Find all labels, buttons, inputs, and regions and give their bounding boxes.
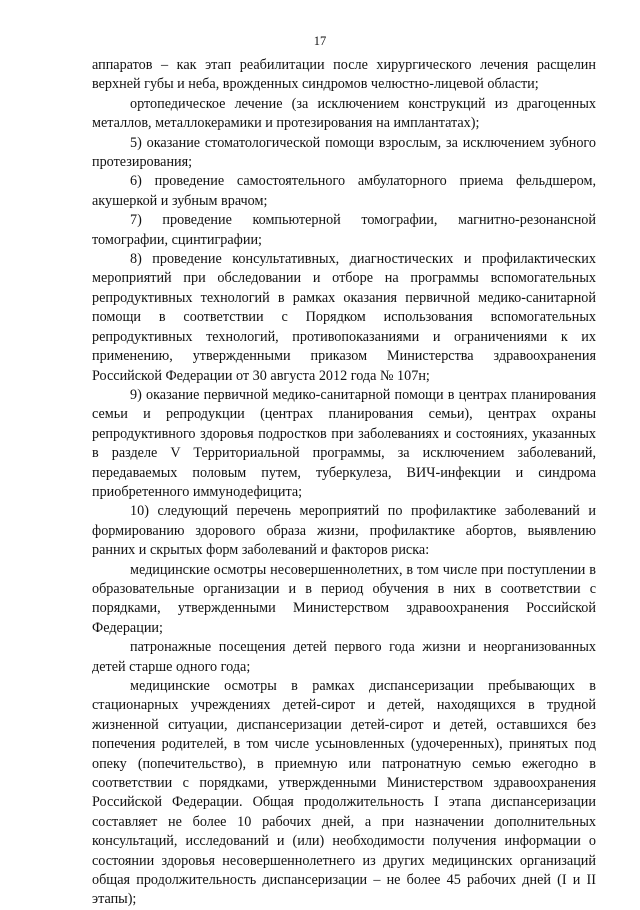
document-body [92, 56, 596, 910]
paragraph-dispensarization: медицинские осмотры в рамках диспансеризации пребывающих в стационарных учреждениях детей-сирот и детей, находящихся в трудной жизненной ситуации, диспансеризации детей-сирот и детей, оставшихся без попечения родителей, в том числе усыновленных (удочеренных), принятых под опеку (попечительство), в приемную или патронатную семью ежегодно в соответствии с порядками, утвержденными Министерством здравоохранения Российской Федерации. Общая продолжительность I этапа диспансеризации составляет не более 10 рабочих дней, а при назначении дополнительных консультаций, исследований и (или) необходимости получения информации о состоянии здоровья несовершеннолетнего из других медицинских организаций общая продолжительность диспансеризации – не более 45 рабочих дней (I и II этапы); [92, 678, 596, 908]
paragraph-continuation: аппаратов – как этап реабилитации после хирургического лечения расщелин верхней губы и неба, врожденных синдромов челюстно-лицевой области; [92, 57, 596, 93]
paragraph-item-10: 10) следующий перечень мероприятий по профилактике заболеваний и формированию здорового образа жизни, профилактике абортов, выявлению ранних и скрытых форм заболеваний и факторов риска: [92, 503, 596, 559]
paragraph-item-7: 7) проведение компьютерной томографии, магнитно-резонансной томографии, сцинтиграфии; [92, 212, 596, 248]
paragraph-medical-exams: медицинские осмотры несовершеннолетних, в том числе при поступлении в образовательные организации и в период обучения в них в соответствии с порядками, утвержденными Министерством здравоохранения Российской Федерации; [92, 561, 596, 636]
paragraph-item-8: 8) проведение консультативных, диагностических и профилактических мероприятий при обследовании и отборе на программы вспомогательных репродуктивных технологий в рамках оказания первичной медико-санитарной помощи в соответствии с Порядком использования вспомогательных репродуктивных технологий, противопоказаниями и ограничениями к их применению, утвержденными приказом Министерства здравоохранения Российской Федерации от 30 августа 2012 года № 107н; [92, 251, 596, 384]
page-number: 17 [313, 34, 327, 48]
paragraph-item-6: 6) проведение самостоятельного амбулаторного приема фельдшером, акушеркой и зубным врачом; [92, 173, 596, 209]
paragraph-orthopedic: ортопедическое лечение (за исключением конструкций из драгоценных металлов, металлокерамики и протезирования на имплантатах); [92, 95, 596, 132]
paragraph-item-9: 9) оказание первичной медико-санитарной помощи в центрах планирования семьи и репродукции (центрах планирования семьи), центрах охраны репродуктивного здоровья подростков при заболеваниях и состояниях, указанных в разделе V Территориальной программы, за исключением заболеваний, передаваемых половым путем, туберкулеза, ВИЧ-инфекции и синдрома приобретенного иммунодефицита; [92, 386, 596, 500]
paragraph-patronage-visits: патронажные посещения детей первого года жизни и неорганизованных детей старше одного года; [92, 639, 596, 675]
paragraph-item-5: 5) оказание стоматологической помощи взрослым, за исключением зубного протезирования; [92, 134, 596, 171]
